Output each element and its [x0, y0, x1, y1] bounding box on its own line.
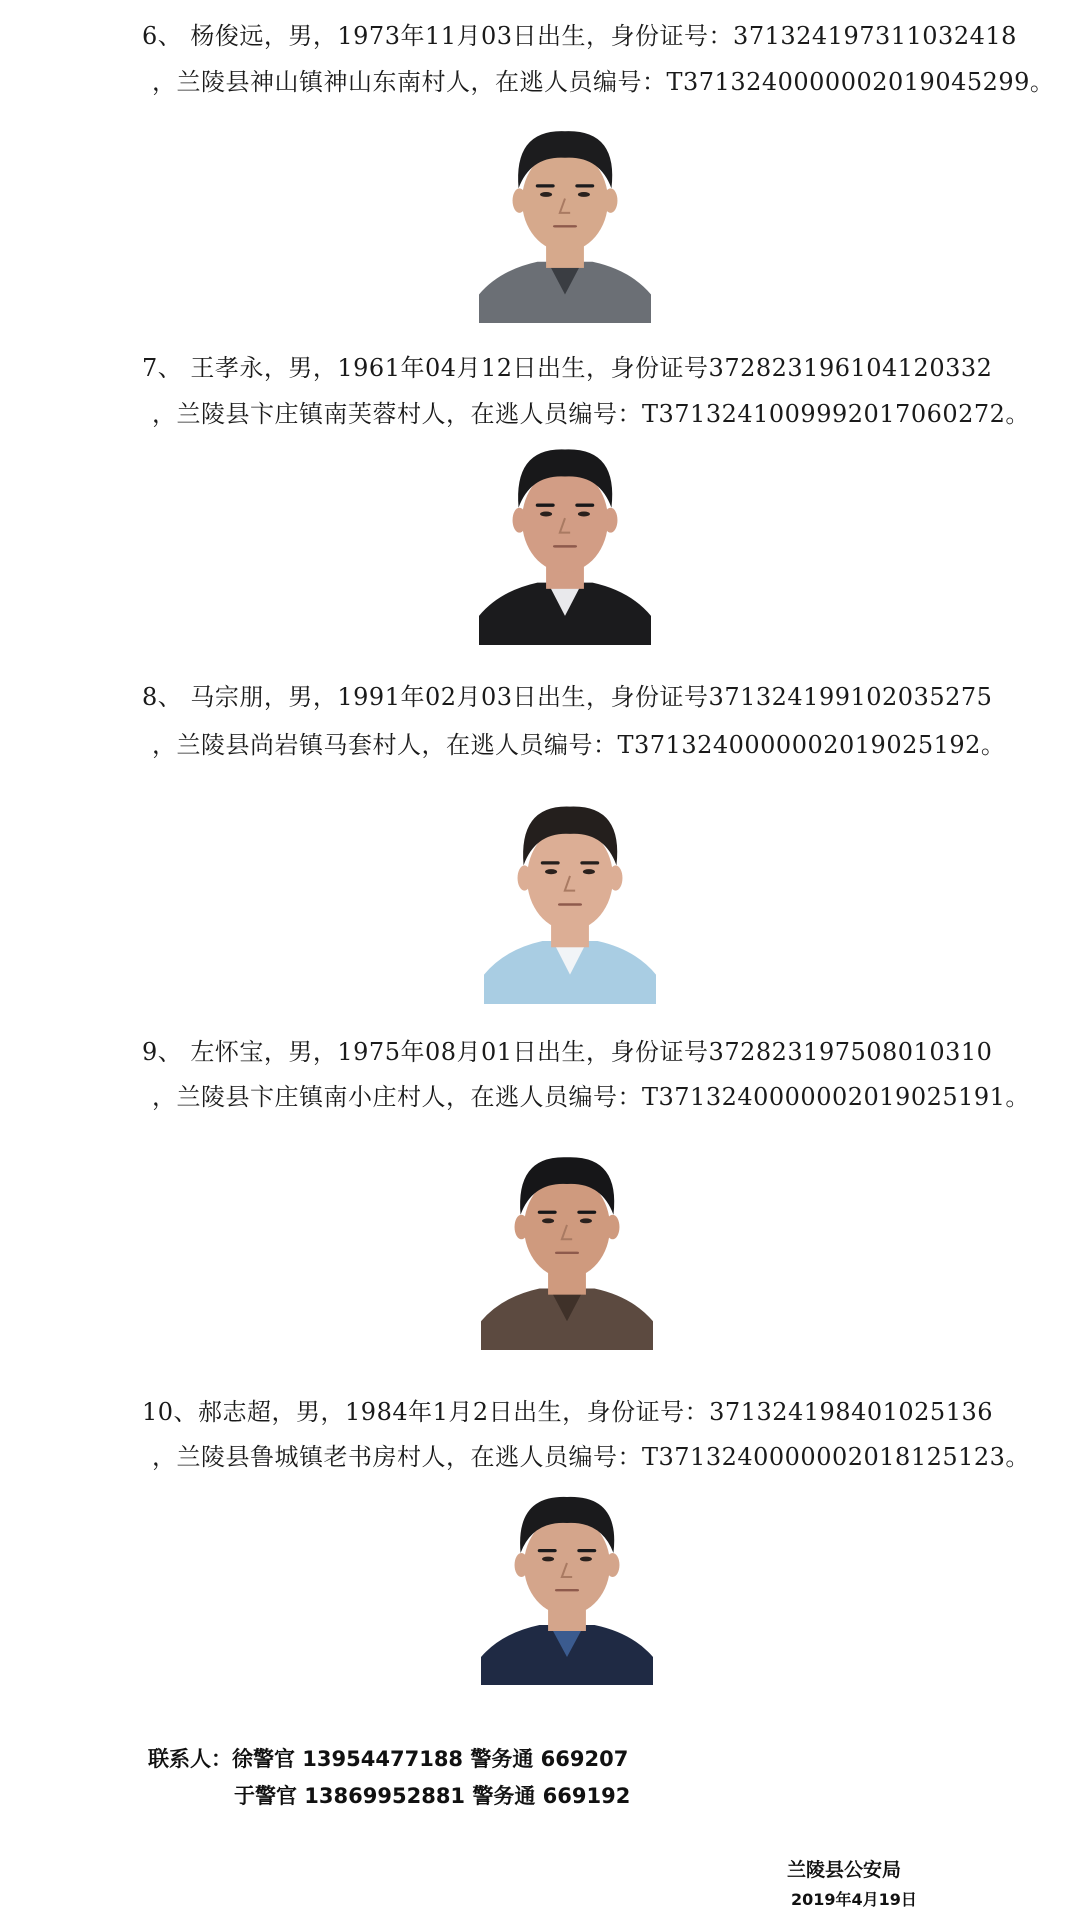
person-6-info-line-2: ，兰陵县神山镇神山东南村人，在逃人员编号：T3713240000002019045299。 — [152, 68, 1055, 96]
person-8-photo — [484, 794, 656, 1004]
person-10-photo — [481, 1485, 653, 1685]
contact-line-1: 联系人：徐警官 13954477188 警务通 669207 — [148, 1747, 629, 1771]
person-10-info-line-1: 10、郝志超，男，1984年1月2日出生，身份证号：371324198401025136 — [142, 1398, 994, 1426]
contact-line-2: 于警官 13869952881 警务通 669192 — [234, 1784, 631, 1808]
person-photo-icon — [479, 119, 651, 323]
person-photo-icon — [481, 1485, 653, 1685]
person-6-photo — [479, 119, 651, 323]
issue-date: 2019年4月19日 — [791, 1890, 917, 1909]
person-7-photo — [479, 437, 651, 645]
person-9-photo — [481, 1145, 653, 1350]
issuing-authority: 兰陵县公安局 — [787, 1859, 902, 1881]
person-9-info-line-1: 9、 左怀宝，男，1975年08月01日出生，身份证号372823197508010310 — [142, 1038, 993, 1066]
person-photo-icon — [479, 437, 651, 645]
person-8-info-line-1: 8、 马宗朋，男，1991年02月03日出生，身份证号371324199102035275 — [142, 683, 993, 711]
person-8-info-line-2: ，兰陵县尚岩镇马套村人，在逃人员编号：T3713240000002019025192。 — [152, 731, 1006, 759]
person-7-info-line-2: ，兰陵县卞庄镇南芙蓉村人，在逃人员编号：T3713241009992017060272。 — [152, 400, 1030, 428]
person-photo-icon — [484, 794, 656, 1004]
person-10-info-line-2: ，兰陵县鲁城镇老书房村人，在逃人员编号：T3713240000002018125123。 — [152, 1443, 1030, 1471]
person-6-info-line-1: 6、 杨俊远，男，1973年11月03日出生，身份证号：371324197311032418 — [142, 22, 1017, 50]
person-photo-icon — [481, 1145, 653, 1350]
person-9-info-line-2: ，兰陵县卞庄镇南小庄村人，在逃人员编号：T3713240000002019025191。 — [152, 1083, 1030, 1111]
person-7-info-line-1: 7、 王孝永，男，1961年04月12日出生，身份证号372823196104120332 — [142, 354, 993, 382]
